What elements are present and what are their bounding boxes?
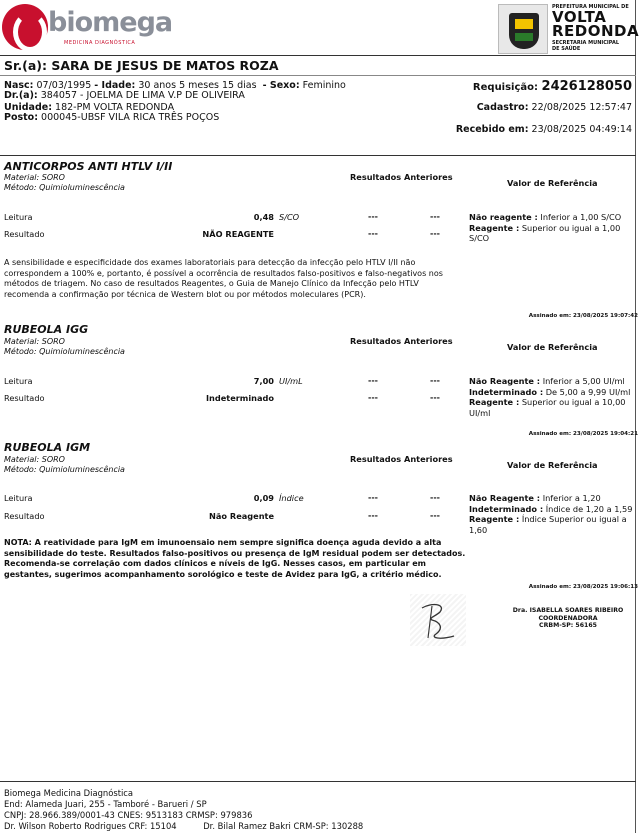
reference-values-htlv: Não reagente : Inferior a 1,00 S/CO Reagente : Superior ou igual a 1,00 S/CO: [469, 212, 622, 243]
reading-value: 7,00: [253, 376, 274, 386]
signed-timestamp: Assinado em: 23/08/2025 19:07:42: [528, 313, 638, 319]
divider: [0, 55, 636, 56]
city-top-label: PREFEITURA MUNICIPAL DE: [552, 4, 629, 10]
city-secretariat: [552, 40, 619, 52]
reading-label: Leitura: [4, 212, 33, 222]
exam-note-rubeola-igm: NOTA: A reatividade para IgM em imunoensaio nem sempre significa doença aguda devido a alta sensibilidade do teste. Resultados falso-positivos ou presença de IgM residual podem ser detectados. Recomenda-se correlação com dados clínicos e níveis de IgG. Nesses casos, em particular em gestantes, sugerimos acompanhamento sorológico e teste de Avidez para IgG, a critério médico.: [4, 538, 466, 579]
previous-result-1: ---: [368, 493, 378, 502]
result-value: NÃO REAGENTE: [202, 229, 274, 239]
city-sec-line1: SECRETARIA MUNICIPAL: [552, 40, 620, 46]
previous-result-2: ---: [430, 229, 440, 238]
previous-result-1: ---: [368, 212, 378, 221]
reading-label: Leitura: [4, 376, 33, 386]
signed-timestamp: Assinado em: 23/08/2025 19:04:21: [528, 431, 638, 437]
result-label: Resultado: [4, 229, 45, 239]
brand-subtitle: MEDICINA DIAGNÓSTICA: [64, 40, 136, 46]
previous-result-1: ---: [368, 229, 378, 238]
footer-cnpj: CNPJ: 28.966.389/0001-43 CNES: 9513183 CRMSP: 979836: [4, 810, 253, 820]
previous-result-1: ---: [368, 393, 378, 402]
reference-header: Valor de Referência: [507, 178, 598, 188]
exam-note-htlv: A sensibilidade e especificidade dos exames laboratoriais para detecção da infecção pelo HTLV I/II não correspondem a 100% e, portanto, é possível a ocorrência de resultados falso-positivos e falso-negativos nos métodos de triagem. No caso de resultados Reagentes, o Guia de Manejo Clínico da Infecção pelo HTLV recomenda a confirmação por técnica de Western blot ou por métodos moleculares (PCR).: [4, 258, 443, 299]
reading-unit: Índice: [279, 493, 304, 503]
patient-title: Sr.(a): SARA DE JESUS DE MATOS ROZA: [4, 58, 279, 73]
divider: [0, 75, 636, 76]
brand-name: biomega: [48, 7, 173, 38]
received-date: Recebido em: 23/08/2025 04:49:14: [455, 124, 632, 135]
previous-results-header: Resultados Anteriores: [350, 454, 453, 464]
previous-results-header: Resultados Anteriores: [350, 172, 453, 182]
signer-info: Dra. ISABELLA SOARES RIBEIRO COORDENADORA CRBM-SP: 56165: [512, 607, 624, 629]
exam-title-rubeola-igg: RUBEOLA IGG: [4, 323, 89, 336]
reference-values-rubeola-igm: Não Reagente : Inferior a 1,20 Indeterminado : Índice de 1,20 a 1,59 Reagente : Índice Superior ou igual a 1,60: [469, 493, 633, 535]
signed-timestamp: Assinado em: 23/08/2025 19:06:13: [528, 584, 638, 590]
city-name: [552, 10, 639, 38]
biomega-logo-icon: [2, 4, 48, 50]
city-name-line1: VOLTA: [552, 8, 607, 26]
patient-doctor-line: Dr.(a): 384057 - JOELMA DE LIMA V.P DE OLIVEIRA: [4, 90, 245, 101]
exam-title-htlv: ANTICORPOS ANTI HTLV I/II: [4, 160, 173, 173]
previous-results-header: Resultados Anteriores: [350, 336, 453, 346]
reference-header: Valor de Referência: [507, 460, 598, 470]
patient-post-line: Posto: 000045-UBSF VILA RICA TRÊS POÇOS: [4, 112, 220, 123]
city-crest-icon: [498, 4, 548, 54]
result-value: Não Reagente: [209, 511, 274, 521]
exam-title-rubeola-igm: RUBEOLA IGM: [4, 441, 91, 454]
previous-result-2: ---: [430, 493, 440, 502]
reading-unit: S/CO: [279, 212, 300, 222]
volta-redonda-logo: [496, 2, 640, 56]
footer-address: End: Alameda Juari, 255 - Tamboré - Barueri / SP: [4, 799, 207, 809]
footer-company: Biomega Medicina Diagnóstica: [4, 788, 134, 798]
reading-value: 0,48: [253, 212, 274, 222]
patient-unit-line: Unidade: 182-PM VOLTA REDONDA: [4, 102, 175, 113]
signature-image: [410, 594, 466, 646]
patient-birth-line: Nasc: 07/03/1995 - Idade: 30 anos 5 meses 15 dias - Sexo: Feminino: [4, 80, 346, 91]
exam-meta-rubeola-igm: Material: SORO Método: Quimioluminescência: [4, 455, 125, 474]
previous-result-2: ---: [430, 393, 440, 402]
reading-unit: UI/mL: [279, 376, 303, 386]
reference-header: Valor de Referência: [507, 342, 598, 352]
city-name-line2: REDONDA: [552, 22, 640, 40]
reference-values-rubeola-igg: Não Reagente : Inferior a 5,00 UI/ml Indeterminado : De 5,00 a 9,99 UI/ml Reagente : Superior ou igual a 10,00 UI/ml: [469, 376, 631, 418]
exam-meta-htlv: Material: SORO Método: Quimioluminescência: [4, 173, 125, 192]
city-sec-line2: DE SAÚDE: [552, 46, 581, 52]
divider: [0, 155, 636, 156]
divider: [0, 781, 636, 782]
reading-value: 0,09: [253, 493, 274, 503]
footer-info: [4, 788, 363, 832]
previous-result-2: ---: [430, 376, 440, 385]
result-value: Indeterminado: [206, 393, 274, 403]
footer-doctors: Dr. Wilson Roberto Rodrigues CRF: 15104 Dr. Bilal Ramez Bakri CRM-SP: 130288: [4, 821, 364, 831]
biomega-logo: [2, 2, 173, 54]
reading-label: Leitura: [4, 493, 33, 503]
requisition: Requisição: 2426128050: [472, 79, 632, 94]
previous-result-1: ---: [368, 511, 378, 520]
result-label: Resultado: [4, 393, 45, 403]
result-label: Resultado: [4, 511, 45, 521]
registration-date: Cadastro: 22/08/2025 12:57:47: [476, 102, 632, 113]
previous-result-1: ---: [368, 376, 378, 385]
previous-result-2: ---: [430, 212, 440, 221]
exam-meta-rubeola-igg: Material: SORO Método: Quimioluminescência: [4, 337, 125, 356]
previous-result-2: ---: [430, 511, 440, 520]
